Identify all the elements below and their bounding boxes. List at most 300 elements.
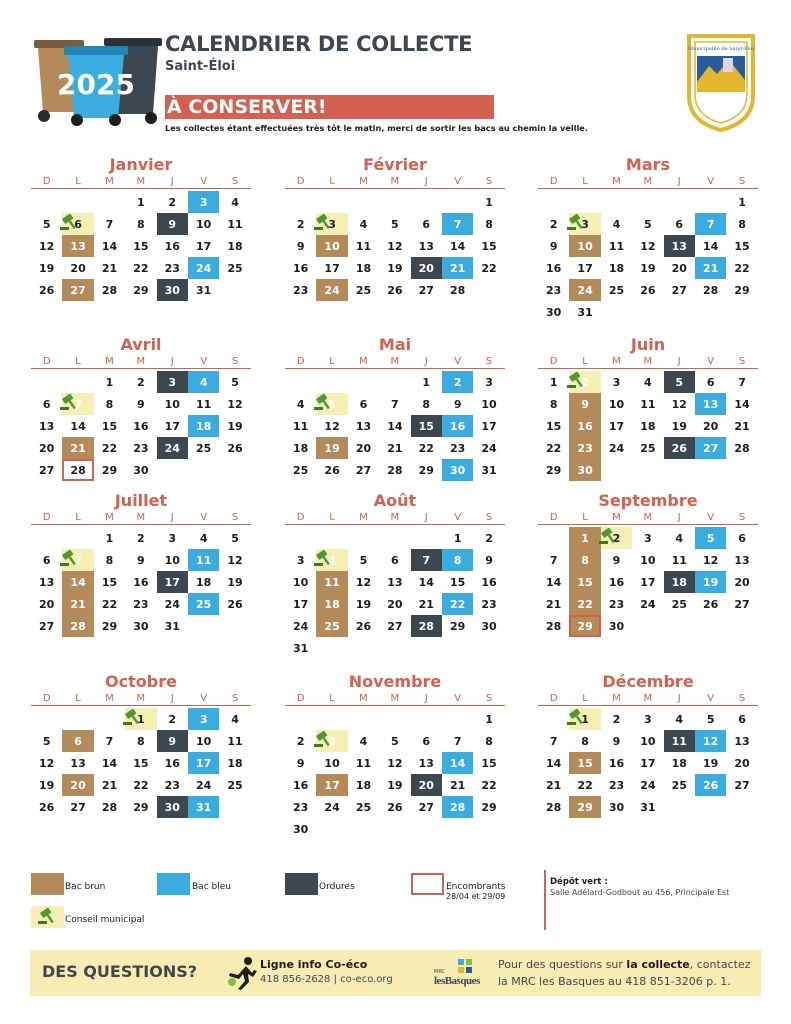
day-cell [726, 393, 757, 415]
day-cell [157, 191, 188, 213]
day-number: 23 [164, 778, 180, 792]
day-cell [348, 796, 379, 818]
day-number: 6 [422, 217, 431, 231]
day-cell [316, 459, 347, 481]
day-cell [219, 549, 250, 571]
day-number: 27 [70, 800, 86, 814]
day-number: 20 [734, 756, 750, 770]
day-cell [632, 437, 663, 459]
empty-cell [31, 191, 62, 213]
day-number: 13 [355, 419, 372, 433]
day-cell [348, 257, 379, 279]
day-cell-bac-brun [62, 393, 93, 415]
contact-info-line-1 [498, 958, 750, 971]
day-cell [379, 774, 410, 796]
day-number: 13 [70, 239, 86, 253]
month-mars [538, 155, 758, 323]
weekday-label: L [329, 176, 335, 187]
day-number: 26 [39, 800, 55, 814]
day-number: 2 [549, 217, 558, 231]
day-number: 15 [577, 575, 593, 589]
day-number: 16 [133, 575, 149, 589]
day-cell [219, 752, 250, 774]
day-number: 8 [453, 553, 462, 567]
info-line-contact[interactable]: 418 856-2628 | co-eco.org [260, 974, 393, 985]
day-cell-bac-brun [62, 235, 93, 257]
weekday-label: L [582, 356, 588, 367]
day-number: 26 [387, 283, 403, 297]
day-cell [285, 235, 316, 257]
day-number: 14 [449, 756, 466, 770]
day-number: 21 [101, 778, 118, 792]
day-cell-bac-bleu [188, 708, 219, 730]
day-cell [285, 279, 316, 301]
day-cell [188, 527, 219, 549]
day-number: 17 [324, 261, 340, 275]
weekday-header [285, 175, 505, 189]
legend-bleu-label: Bac bleu [192, 882, 231, 892]
day-cell-bac-bleu [695, 393, 726, 415]
day-number: 5 [675, 375, 684, 389]
day-number: 2 [453, 375, 462, 389]
day-cell [125, 730, 156, 752]
day-cell [31, 257, 62, 279]
day-number: 7 [105, 217, 114, 231]
day-number: 13 [39, 419, 55, 433]
day-number: 8 [581, 553, 589, 567]
day-number: 24 [324, 283, 340, 297]
day-number: 19 [355, 597, 372, 611]
day-number: 31 [195, 800, 212, 814]
day-cell [285, 213, 316, 235]
weekday-label: M [359, 512, 368, 523]
day-number: 7 [706, 217, 715, 231]
day-number: 10 [324, 239, 340, 253]
month-novembre [285, 672, 505, 840]
day-cell [94, 774, 125, 796]
day-cell [569, 213, 600, 235]
day-cell [726, 593, 757, 615]
day-cell [473, 191, 504, 213]
day-cell [285, 437, 316, 459]
day-number: 10 [577, 239, 593, 253]
day-number: 24 [195, 778, 212, 792]
weekday-label: M [359, 176, 368, 187]
day-number: 8 [137, 734, 145, 748]
weekday-label: M [390, 512, 400, 523]
day-cell [601, 752, 632, 774]
day-number: 17 [195, 239, 212, 253]
day-number: 20 [355, 441, 372, 455]
weekday-label: D [296, 512, 305, 523]
day-number: 24 [640, 597, 656, 611]
weekday-header [538, 511, 758, 525]
day-number: 29 [418, 463, 434, 477]
day-cell-bac-brun [569, 593, 600, 615]
day-number: 31 [577, 305, 593, 319]
day-cell [379, 437, 410, 459]
day-cell [94, 371, 125, 393]
day-number: 3 [168, 531, 177, 545]
day-number: 16 [577, 419, 593, 433]
day-number: 15 [133, 756, 149, 770]
day-cell [632, 549, 663, 571]
day-cell [94, 437, 125, 459]
empty-cell [31, 527, 62, 549]
day-cell [379, 393, 410, 415]
day-number: 19 [324, 441, 340, 455]
day-number: 17 [577, 261, 593, 275]
day-number: 24 [164, 441, 180, 455]
day-number: 26 [227, 597, 243, 611]
day-number: 30 [577, 463, 593, 477]
day-cell [157, 593, 188, 615]
weekday-header [31, 511, 251, 525]
day-number: 5 [231, 375, 239, 389]
day-cell [379, 730, 410, 752]
day-cell [125, 708, 156, 730]
day-cell [411, 279, 442, 301]
day-cell [285, 549, 316, 571]
day-cell [726, 279, 757, 301]
day-number: 31 [481, 463, 497, 477]
day-number: 13 [671, 239, 687, 253]
day-number: 16 [164, 756, 180, 770]
day-cell [316, 752, 347, 774]
weekday-label: J [170, 176, 174, 187]
day-number: 9 [137, 397, 145, 411]
weekday-label: S [485, 356, 493, 367]
weekday-label: V [454, 176, 462, 187]
day-cell-ordures [411, 615, 442, 637]
day-number: 9 [296, 239, 305, 253]
day-cell [285, 393, 316, 415]
day-cell [473, 437, 504, 459]
day-cell [664, 257, 695, 279]
day-number: 28 [101, 800, 118, 814]
day-cell [125, 235, 156, 257]
day-number: 18 [227, 239, 243, 253]
day-number: 9 [168, 217, 177, 231]
day-cell [601, 708, 632, 730]
legend-ordures-label: Ordures [319, 882, 355, 892]
day-cell [125, 796, 156, 818]
day-number: 18 [640, 419, 656, 433]
legend-brun-swatch [31, 873, 64, 895]
day-number: 16 [546, 261, 562, 275]
day-cell [285, 593, 316, 615]
day-number: 1 [105, 375, 114, 389]
weekday-label: V [200, 693, 208, 704]
day-cell [726, 708, 757, 730]
day-number: 20 [387, 597, 403, 611]
day-number: 24 [640, 778, 656, 792]
day-number: 25 [671, 778, 687, 792]
day-number: 23 [133, 597, 149, 611]
day-number: 21 [546, 778, 562, 792]
weekday-label: M [612, 512, 621, 523]
day-cell [632, 371, 663, 393]
day-cell [411, 371, 442, 393]
day-number: 7 [549, 734, 558, 748]
day-number: 23 [449, 441, 466, 455]
day-cell [632, 415, 663, 437]
day-cell [538, 593, 569, 615]
month-septembre [538, 491, 758, 637]
day-cell-bac-brun [316, 615, 347, 637]
day-number: 2 [168, 712, 177, 726]
day-number: 27 [387, 619, 403, 633]
legend-divider [544, 870, 546, 930]
weekday-label: M [136, 356, 146, 367]
day-number: 24 [195, 261, 212, 275]
day-cell [601, 796, 632, 818]
day-cell-ordures [157, 796, 188, 818]
day-cell [664, 708, 695, 730]
weekday-label: M [390, 176, 400, 187]
gavel-icon [566, 214, 588, 231]
day-number: 5 [706, 712, 715, 726]
day-number: 19 [387, 261, 403, 275]
day-cell-bac-brun [316, 571, 347, 593]
day-cell [219, 415, 250, 437]
day-cell [285, 257, 316, 279]
day-cell [726, 213, 757, 235]
day-cell [632, 393, 663, 415]
day-number: 1 [581, 712, 589, 726]
day-number: 4 [644, 375, 652, 389]
day-cell [473, 549, 504, 571]
day-cell [726, 527, 757, 549]
weekday-label: M [612, 693, 621, 704]
day-cell [695, 593, 726, 615]
legend-encombrants-swatch [411, 873, 444, 895]
day-number: 1 [137, 195, 145, 209]
weekday-label: J [677, 693, 681, 704]
day-number: 25 [324, 619, 340, 633]
day-cell [125, 191, 156, 213]
day-number: 11 [227, 734, 243, 748]
weekday-header [31, 355, 251, 369]
day-number: 3 [199, 195, 208, 209]
day-number: 4 [231, 712, 239, 726]
weekday-label: M [105, 176, 114, 187]
weekday-label: L [75, 176, 81, 187]
day-number: 29 [577, 800, 593, 814]
day-number: 2 [137, 375, 145, 389]
day-cell [379, 796, 410, 818]
day-cell [473, 571, 504, 593]
day-number: 3 [328, 734, 336, 748]
day-cell [219, 527, 250, 549]
day-number: 11 [293, 419, 309, 433]
day-number: 1 [105, 531, 114, 545]
weekday-label: S [738, 176, 746, 187]
day-number: 28 [546, 800, 562, 814]
day-cell [379, 279, 410, 301]
collection-note: Les collectes étant effectuées très tôt le matin, merci de sortir les bacs au chemin la veille. [165, 123, 588, 133]
day-cell [285, 571, 316, 593]
weekday-label: V [200, 512, 208, 523]
day-cell [411, 213, 442, 235]
day-cell [473, 615, 504, 637]
day-cell [664, 752, 695, 774]
day-cell [632, 730, 663, 752]
day-cell-bac-bleu [695, 571, 726, 593]
day-cell [125, 752, 156, 774]
day-number: 18 [671, 756, 687, 770]
day-number: 5 [391, 734, 399, 748]
weekday-label: S [485, 693, 493, 704]
empty-cell [62, 527, 93, 549]
day-cell [379, 415, 410, 437]
year-label: 2025 [57, 68, 135, 101]
month-days [285, 191, 505, 301]
day-cell [538, 774, 569, 796]
weekday-label: M [136, 693, 146, 704]
day-cell [285, 818, 316, 840]
weekday-label: J [170, 356, 174, 367]
day-cell [285, 796, 316, 818]
day-number: 16 [293, 261, 309, 275]
weekday-label: J [677, 356, 681, 367]
day-cell [664, 593, 695, 615]
day-cell-ordures [157, 279, 188, 301]
weekday-label: M [359, 693, 368, 704]
day-number: 22 [133, 778, 149, 792]
empty-cell [94, 708, 125, 730]
day-number: 1 [485, 712, 493, 726]
day-cell [379, 615, 410, 637]
day-number: 26 [39, 283, 55, 297]
day-number: 4 [675, 531, 684, 545]
weekday-label: M [105, 512, 114, 523]
day-cell [285, 415, 316, 437]
day-number: 9 [581, 397, 589, 411]
day-number: 23 [608, 597, 625, 611]
day-cell [157, 708, 188, 730]
weekday-label: S [738, 356, 746, 367]
month-days [31, 371, 251, 481]
day-cell [569, 301, 600, 323]
day-cell [219, 235, 250, 257]
empty-cell [442, 708, 473, 730]
day-number: 27 [734, 778, 750, 792]
gavel-icon [59, 394, 81, 411]
mrc-small-label: MRC [434, 969, 446, 975]
day-cell-bac-brun [316, 549, 347, 571]
day-cell [664, 279, 695, 301]
day-number: 1 [738, 195, 746, 209]
day-number: 24 [481, 441, 497, 455]
day-cell [601, 730, 632, 752]
day-number: 17 [293, 597, 309, 611]
day-number: 25 [608, 283, 625, 297]
day-cell-bac-bleu [442, 371, 473, 393]
day-cell-bac-bleu [188, 371, 219, 393]
day-number: 22 [133, 261, 149, 275]
day-number: 11 [195, 553, 212, 567]
contact-info-bold: la collecte [626, 958, 690, 971]
weekday-label: D [42, 176, 51, 187]
month-days [285, 527, 505, 659]
month-août [285, 491, 505, 659]
day-cell [125, 371, 156, 393]
day-number: 1 [453, 531, 462, 545]
day-cell [538, 730, 569, 752]
weekday-label: M [136, 176, 146, 187]
gavel-icon [313, 731, 335, 748]
day-cell [94, 527, 125, 549]
day-cell-bac-brun [569, 437, 600, 459]
day-cell-bac-brun [62, 437, 93, 459]
empty-cell [538, 527, 569, 549]
day-cell [695, 235, 726, 257]
day-cell [188, 393, 219, 415]
day-cell-ordures [411, 774, 442, 796]
day-number: 25 [355, 283, 372, 297]
day-cell [726, 752, 757, 774]
day-cell-bac-bleu [188, 191, 219, 213]
day-number: 23 [608, 778, 625, 792]
day-cell [125, 774, 156, 796]
day-number: 3 [485, 375, 493, 389]
day-cell [632, 774, 663, 796]
day-number: 31 [195, 283, 212, 297]
day-number: 20 [70, 778, 86, 792]
day-cell [31, 571, 62, 593]
month-name: Octobre [105, 672, 177, 691]
day-cell-encombrants [569, 615, 600, 637]
day-number: 12 [227, 553, 243, 567]
day-number: 7 [549, 553, 558, 567]
day-cell-bac-bleu [442, 459, 473, 481]
weekday-label: S [738, 512, 746, 523]
day-cell-encombrants [62, 459, 93, 481]
day-number: 15 [577, 756, 593, 770]
day-cell [442, 437, 473, 459]
footer-bar [30, 950, 761, 996]
day-cell-bac-brun [569, 459, 600, 481]
day-number: 18 [608, 261, 625, 275]
day-number: 22 [734, 261, 750, 275]
day-cell [632, 708, 663, 730]
day-number: 10 [640, 553, 656, 567]
day-number: 19 [702, 756, 719, 770]
day-cell-bac-brun [569, 796, 600, 818]
day-number: 5 [391, 217, 399, 231]
day-number: 19 [702, 575, 719, 589]
day-number: 11 [227, 217, 243, 231]
weekday-label: M [612, 356, 621, 367]
day-cell [442, 279, 473, 301]
month-days [538, 708, 758, 818]
day-number: 4 [231, 195, 239, 209]
day-cell [411, 437, 442, 459]
day-cell [157, 527, 188, 549]
depot-vert-address: Salle Adélard-Godbout au 456, Principale Est [550, 888, 730, 897]
day-number: 2 [168, 195, 177, 209]
weekday-header [538, 175, 758, 189]
day-number: 30 [164, 283, 180, 297]
day-number: 27 [418, 800, 434, 814]
month-octobre [31, 672, 251, 818]
empty-cell [348, 527, 379, 549]
empty-cell [379, 371, 410, 393]
day-cell [157, 235, 188, 257]
day-cell [157, 752, 188, 774]
day-number: 28 [546, 619, 562, 633]
